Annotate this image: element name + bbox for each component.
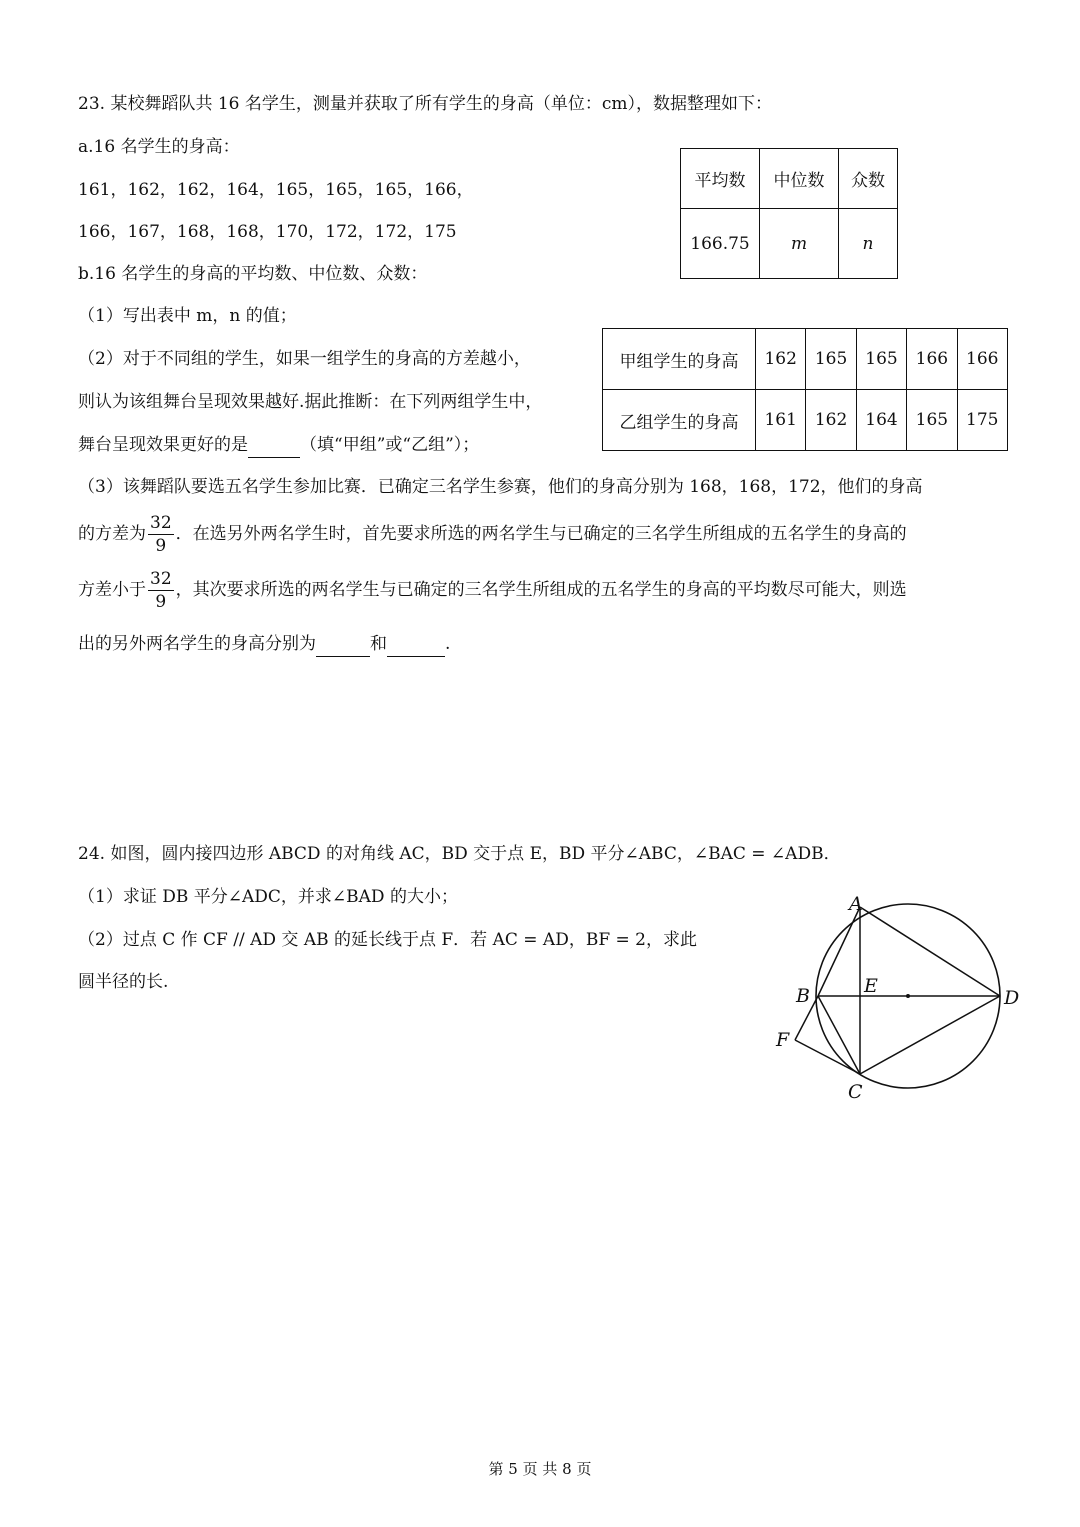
group-a-label: 甲组学生的身高	[603, 329, 756, 390]
group-table	[602, 328, 1008, 451]
q23-part3-line3-a: 方差小于	[78, 580, 146, 600]
label-E: E	[864, 975, 878, 997]
circle-quadrilateral-figure	[760, 880, 1040, 1110]
label-A: A	[849, 893, 863, 915]
q23-part3-line2-a: 的方差为	[78, 524, 146, 544]
q23-part2-line3-b: （填“甲组”或“乙组”）；	[300, 435, 480, 455]
stats-header-mode: 众数	[839, 149, 898, 209]
segment-DC	[860, 996, 1000, 1074]
label-D: D	[1004, 987, 1020, 1009]
q23-b-label: b.16 名学生的身高的平均数、中位数、众数：	[78, 264, 428, 284]
fraction-32-9	[148, 512, 174, 557]
label-F: F	[776, 1029, 790, 1051]
q23-stem: 23. 某校舞蹈队共 16 名学生，测量并获取了所有学生的身高（单位：cm），数据整理如下：	[78, 94, 773, 114]
page-footer: 第 5 页 共 8 页	[488, 1460, 592, 1478]
q23-part3-line3	[78, 566, 907, 614]
group-a-cell: 162	[756, 329, 806, 390]
group-a-cell: 166	[907, 329, 957, 390]
group-a-cell: 165	[856, 329, 906, 390]
label-B: B	[796, 985, 810, 1007]
label-C: C	[848, 1081, 863, 1103]
group-b-cell: 161	[756, 390, 806, 451]
q23-part3-line4-b: 和	[370, 634, 387, 654]
stats-header-mean: 平均数	[681, 149, 760, 209]
fraction-numerator: 32	[150, 569, 172, 589]
q24-part2-line2: 圆半径的长.	[78, 972, 169, 992]
q23-part2-line1: （2）对于不同组的学生，如果一组学生的身高的方差越小，	[78, 349, 531, 369]
q23-part3-line3-b: ，其次要求所选的两名学生与已确定的三名学生所组成的五名学生的身高的平均数尽可能大，则选	[175, 580, 907, 600]
fraction-denominator: 9	[155, 592, 167, 612]
q23-a-label: a.16 名学生的身高：	[78, 137, 240, 157]
q24-part2-line1: （2）过点 C 作 CF // AD 交 AB 的延长线于点 F．若 AC = AD，BF = 2，求此	[78, 930, 697, 950]
q23-heights-line1: 161，162，162，164，165，165，165，166，	[78, 180, 474, 200]
group-b-cell: 162	[806, 390, 856, 451]
stats-value-median: m	[760, 209, 839, 279]
q23-part3-line2	[78, 510, 907, 558]
q23-part2-line3	[78, 433, 479, 458]
q24-part1: （1）求证 DB 平分∠ADC，并求∠BAD 的大小；	[78, 887, 458, 907]
q23-part3-line1: （3）该舞蹈队要选五名学生参加比赛．已确定三名学生参赛，他们的身高分别为 168，168，172，他们的身高	[78, 477, 923, 497]
stats-value-mode: n	[839, 209, 898, 279]
q23-part2-line2: 则认为该组舞台呈现效果越好.据此推断：在下列两组学生中，	[78, 392, 543, 412]
q23-part3-line2-b: ．在选另外两名学生时，首先要求所选的两名学生与已确定的三名学生所组成的五名学生的身高的	[175, 524, 907, 544]
stats-header-median: 中位数	[760, 149, 839, 209]
q23-part3-line4	[78, 632, 450, 657]
center-point	[906, 994, 910, 998]
answer-blank-group	[248, 433, 300, 458]
group-b-cell: 165	[907, 390, 957, 451]
q23-part3-line4-c: .	[445, 634, 451, 654]
fraction-denominator: 9	[155, 536, 167, 556]
q24-stem: 24. 如图，圆内接四边形 ABCD 的对角线 AC，BD 交于点 E，BD 平分∠ABC，∠BAC = ∠ADB．	[78, 844, 841, 864]
group-b-label: 乙组学生的身高	[603, 390, 756, 451]
answer-blank-height2	[387, 632, 445, 657]
fraction-numerator: 32	[150, 513, 172, 533]
group-a-cell: 165	[806, 329, 856, 390]
stats-table	[680, 148, 898, 279]
q23-part3-line4-a: 出的另外两名学生的身高分别为	[78, 634, 316, 654]
stats-value-mean: 166.75	[681, 209, 760, 279]
group-b-cell: 175	[957, 390, 1007, 451]
group-b-cell: 164	[856, 390, 906, 451]
q23-part2-line3-a: 舞台呈现效果更好的是	[78, 435, 248, 455]
q23-part1: （1）写出表中 m，n 的值；	[78, 306, 297, 326]
answer-blank-height1	[316, 632, 370, 657]
segment-AB	[818, 907, 860, 996]
group-a-cell: 166	[957, 329, 1007, 390]
segment-AD	[860, 907, 1000, 996]
fraction-32-9	[148, 568, 174, 613]
q23-heights-line2: 166，167，168，168，170，172，172，175	[78, 222, 457, 242]
